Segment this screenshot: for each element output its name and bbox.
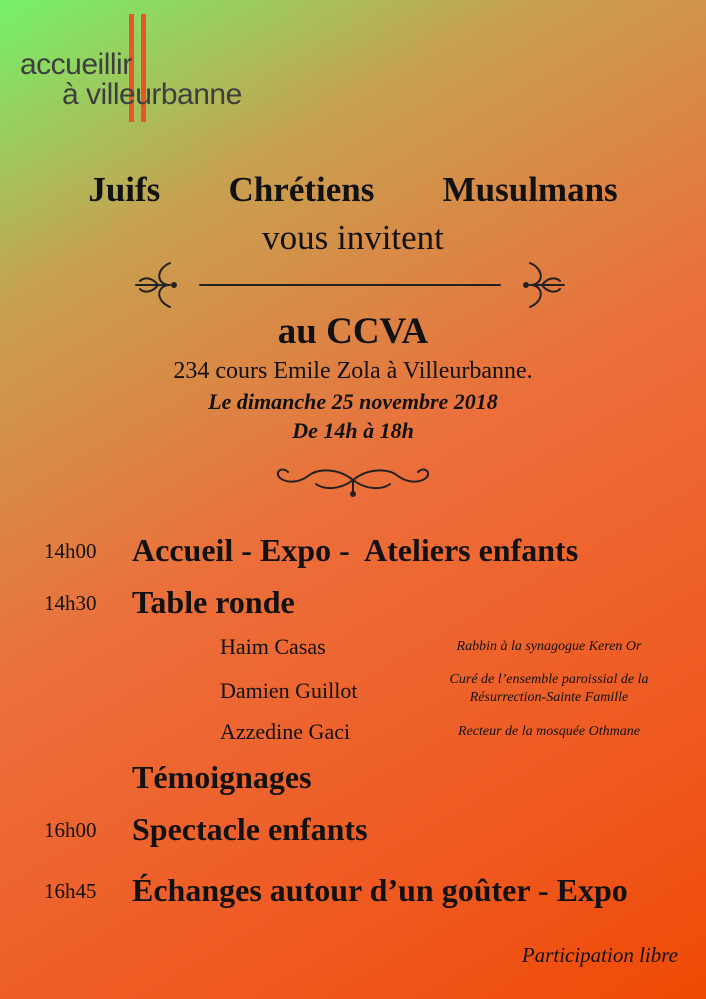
venue-address: 234 cours Emile Zola à Villeurbanne. (173, 358, 533, 384)
speaker-role-3: Recteur de la mosquée Othmane (458, 724, 640, 739)
venue-name: au CCVA (277, 311, 429, 352)
event-hours: De 14h à 18h (292, 418, 414, 443)
speaker-role-1: Rabbin à la synagogue Keren Or (456, 639, 642, 654)
program-time-2: 14h30 (44, 591, 97, 615)
program-item-4: Spectacle enfants (132, 811, 368, 847)
program-time-4: 16h00 (44, 818, 97, 842)
participation-note: Participation libre (521, 943, 678, 967)
ornament-scroll-icon (268, 462, 438, 498)
program-time-5: 16h45 (44, 879, 97, 903)
program-item-3: Témoignages (132, 759, 312, 795)
event-date: Le dimanche 25 novembre 2018 (208, 389, 498, 414)
program-item-1: Accueil - Expo - Ateliers enfants (132, 532, 579, 568)
program-item-5: Échanges autour d’un goûter - Expo (132, 872, 628, 908)
faiths-heading: Juifs Chrétiens Musulmans (88, 170, 618, 209)
invite-text: vous invitent (262, 218, 444, 257)
ornament-divider-icon (128, 255, 578, 310)
speaker-name-2: Damien Guillot (220, 678, 358, 703)
speaker-name-3: Azzedine Gaci (220, 719, 351, 744)
logo (0, 0, 320, 130)
program-item-2: Table ronde (132, 584, 295, 620)
speaker-role-2: Curé de l’ensemble paroissial de la Résurrection-Sainte Famille (449, 672, 649, 705)
logo-line-2: à villeurbanne (62, 78, 242, 111)
speaker-name-1: Haim Casas (220, 634, 326, 659)
logo-line-1: accueillir (20, 48, 132, 81)
program-time-1: 14h00 (44, 539, 97, 563)
